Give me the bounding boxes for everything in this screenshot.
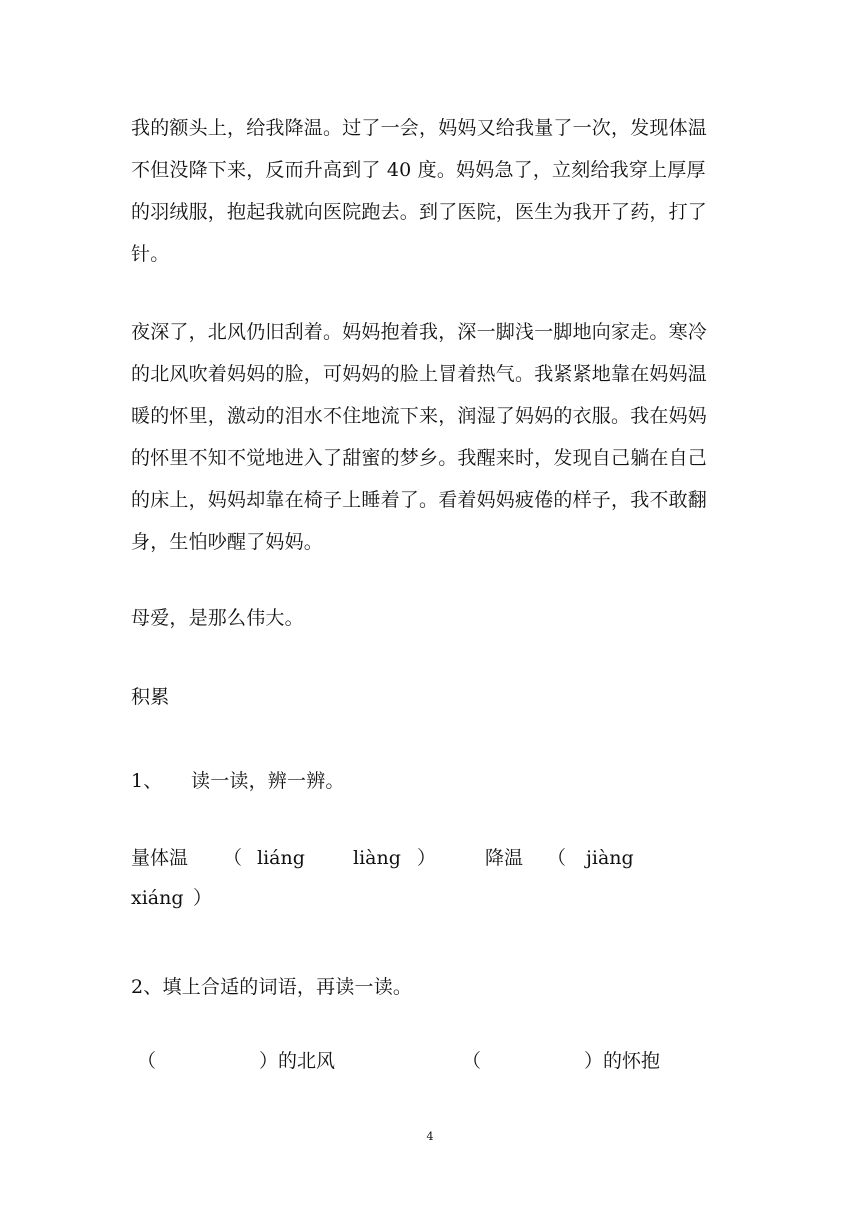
close-paren: ） [193, 887, 213, 909]
blank-phrase: ）的怀抱 [584, 1050, 661, 1072]
text-line: 不但没降下来，反而升高到了 40 度。妈妈急了，立刻给我穿上厚厚 [131, 159, 706, 181]
text-line: 的北风吹着妈妈的脸，可妈妈的脸上冒着热气。我紧紧地靠在妈妈温 [131, 363, 708, 385]
pinyin-option: jiàng [586, 847, 634, 869]
pinyin-option: xiáng [131, 887, 184, 909]
text-line: 夜深了，北风仍旧刮着。妈妈抱着我，深一脚浅一脚地向家走。寒冷 [131, 321, 708, 343]
text-line: 针。 [131, 243, 170, 265]
page-number: 4 [426, 1130, 434, 1143]
text-line: 的羽绒服，抱起我就向医院跑去。到了医院，医生为我开了药，打了 [131, 201, 708, 223]
pinyin-choice-row-2 [131, 883, 431, 913]
question-text: 读一读，辨一辨。 [191, 770, 345, 792]
text-line: 的床上，妈妈却靠在椅子上睡着了。看着妈妈疲倦的样子，我不敢翻 [131, 489, 708, 511]
story-paragraph-1 [131, 107, 731, 275]
pinyin-option: liáng [257, 847, 305, 869]
question-2-prompt: 2、填上合适的词语，再读一读。 [131, 976, 413, 998]
open-paren: （ [223, 847, 243, 869]
section-heading: 积累 [131, 686, 170, 708]
story-paragraph-2 [131, 311, 731, 563]
text-line: 暖的怀里，激动的泪水不住地流下来，润湿了妈妈的衣服。我在妈妈 [131, 405, 708, 427]
text-line: 我的额头上，给我降温。过了一会，妈妈又给我量了一次，发现体温 [131, 117, 708, 139]
text-line: 的怀里不知不觉地进入了甜蜜的梦乡。我醒来时，发现自己躺在自己 [131, 447, 708, 469]
vocab-word: 降温 [485, 847, 524, 869]
question-1-prompt [131, 760, 731, 802]
vocab-word: 量体温 [131, 847, 189, 869]
blank-open-paren: （ [137, 1050, 157, 1072]
blank-open-paren: （ [462, 1050, 482, 1072]
fill-in-blank-row [131, 1046, 751, 1076]
pinyin-option: liàng [353, 847, 401, 869]
pinyin-choice-row-1 [131, 843, 731, 873]
question-number: 1、 [131, 770, 163, 792]
story-conclusion: 母爱，是那么伟大。 [131, 607, 304, 629]
open-paren: （ [547, 847, 567, 869]
text-line: 身，生怕吵醒了妈妈。 [131, 531, 324, 553]
blank-phrase: ）的北风 [259, 1050, 336, 1072]
close-paren: ） [417, 847, 437, 869]
